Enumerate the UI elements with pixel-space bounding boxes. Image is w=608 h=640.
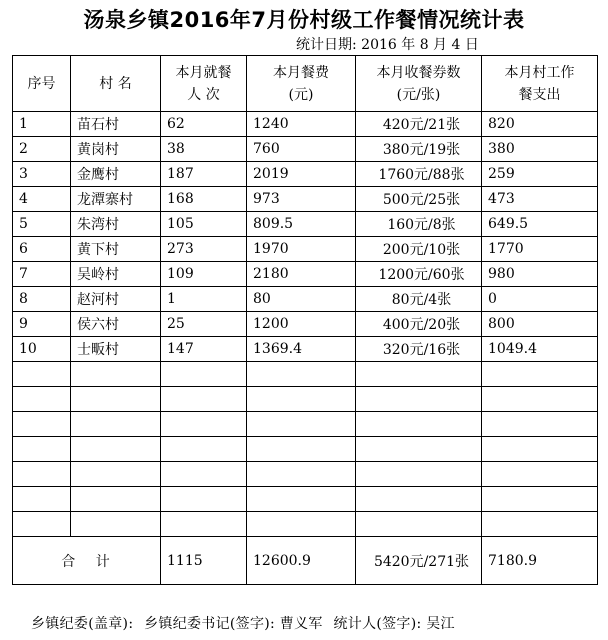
cell-meal-fee: 1240	[247, 112, 356, 137]
cell-village: 侯六村	[71, 312, 161, 337]
cell-diners: 38	[161, 137, 247, 162]
empty-row	[13, 437, 598, 462]
empty-row	[13, 387, 598, 412]
cell-diners: 273	[161, 237, 247, 262]
cell-seq: 4	[13, 187, 71, 212]
cell-village: 吴岭村	[71, 262, 161, 287]
cell-tickets: 1760元/88张	[356, 162, 482, 187]
cell-meal-fee: 80	[247, 287, 356, 312]
header-diners: 本月就餐 人 次	[161, 56, 247, 112]
cell-village: 苗石村	[71, 112, 161, 137]
table-row	[13, 262, 598, 287]
cell-village-expense: 980	[482, 262, 598, 287]
cell-seq: 9	[13, 312, 71, 337]
cell-meal-fee: 2180	[247, 262, 356, 287]
cell-seq: 3	[13, 162, 71, 187]
cell-tickets: 80元/4张	[356, 287, 482, 312]
signature-footer	[31, 613, 461, 633]
cell-diners: 147	[161, 337, 247, 362]
cell-diners: 187	[161, 162, 247, 187]
cell-village-expense: 0	[482, 287, 598, 312]
cell-tickets: 320元/16张	[356, 337, 482, 362]
cell-tickets: 200元/10张	[356, 237, 482, 262]
cell-village-expense: 1770	[482, 237, 598, 262]
table-row	[13, 337, 598, 362]
cell-tickets: 420元/21张	[356, 112, 482, 137]
cell-meal-fee: 760	[247, 137, 356, 162]
header-seq: 序号	[13, 56, 71, 112]
total-meal-fee: 12600.9	[247, 537, 356, 585]
cell-meal-fee: 2019	[247, 162, 356, 187]
cell-diners: 168	[161, 187, 247, 212]
table-row	[13, 237, 598, 262]
table-row	[13, 137, 598, 162]
empty-row	[13, 462, 598, 487]
seal-label: 乡镇纪委(盖章):	[31, 616, 134, 632]
table-row	[13, 187, 598, 212]
cell-village: 黄下村	[71, 237, 161, 262]
table-row	[13, 312, 598, 337]
cell-seq: 6	[13, 237, 71, 262]
secretary-signature: 乡镇纪委书记(签字): 曹义军	[144, 616, 323, 632]
cell-village-expense: 473	[482, 187, 598, 212]
statistics-date: 统计日期: 2016 年 8 月 4 日	[296, 37, 479, 53]
cell-village-expense: 820	[482, 112, 598, 137]
empty-row	[13, 412, 598, 437]
cell-seq: 1	[13, 112, 71, 137]
header-village-expense: 本月村工作 餐支出	[482, 56, 598, 112]
cell-meal-fee: 809.5	[247, 212, 356, 237]
table-row	[13, 287, 598, 312]
cell-diners: 109	[161, 262, 247, 287]
cell-village: 龙潭寨村	[71, 187, 161, 212]
total-village-expense: 7180.9	[482, 537, 598, 585]
total-label: 合 计	[13, 537, 161, 585]
cell-tickets: 1200元/60张	[356, 262, 482, 287]
cell-meal-fee: 973	[247, 187, 356, 212]
total-diners: 1115	[161, 537, 247, 585]
header-tickets: 本月收餐券数 (元/张)	[356, 56, 482, 112]
cell-village-expense: 259	[482, 162, 598, 187]
cell-village-expense: 380	[482, 137, 598, 162]
cell-seq: 7	[13, 262, 71, 287]
total-tickets: 5420元/271张	[356, 537, 482, 585]
header-meal-fee: 本月餐费 (元)	[247, 56, 356, 112]
table-row	[13, 112, 598, 137]
cell-village: 朱湾村	[71, 212, 161, 237]
cell-village: 黄岗村	[71, 137, 161, 162]
statistician-signature: 统计人(签字): 吴江	[333, 616, 455, 632]
empty-row	[13, 512, 598, 537]
cell-meal-fee: 1200	[247, 312, 356, 337]
cell-village: 金鹰村	[71, 162, 161, 187]
cell-tickets: 400元/20张	[356, 312, 482, 337]
table-row	[13, 212, 598, 237]
cell-seq: 10	[13, 337, 71, 362]
empty-row	[13, 362, 598, 387]
cell-seq: 2	[13, 137, 71, 162]
cell-diners: 25	[161, 312, 247, 337]
header-village: 村 名	[71, 56, 161, 112]
total-row	[13, 537, 598, 585]
cell-tickets: 380元/19张	[356, 137, 482, 162]
cell-meal-fee: 1369.4	[247, 337, 356, 362]
document-title: 汤泉乡镇2016年7月份村级工作餐情况统计表	[83, 8, 525, 32]
cell-village: 赵河村	[71, 287, 161, 312]
cell-meal-fee: 1970	[247, 237, 356, 262]
meal-statistics-table	[12, 55, 598, 585]
cell-diners: 105	[161, 212, 247, 237]
table-header-row	[13, 56, 598, 112]
cell-diners: 1	[161, 287, 247, 312]
cell-village-expense: 800	[482, 312, 598, 337]
cell-village-expense: 1049.4	[482, 337, 598, 362]
empty-row	[13, 487, 598, 512]
cell-village: 士畈村	[71, 337, 161, 362]
cell-tickets: 500元/25张	[356, 187, 482, 212]
cell-diners: 62	[161, 112, 247, 137]
cell-village-expense: 649.5	[482, 212, 598, 237]
cell-seq: 5	[13, 212, 71, 237]
cell-tickets: 160元/8张	[356, 212, 482, 237]
table-row	[13, 162, 598, 187]
cell-seq: 8	[13, 287, 71, 312]
